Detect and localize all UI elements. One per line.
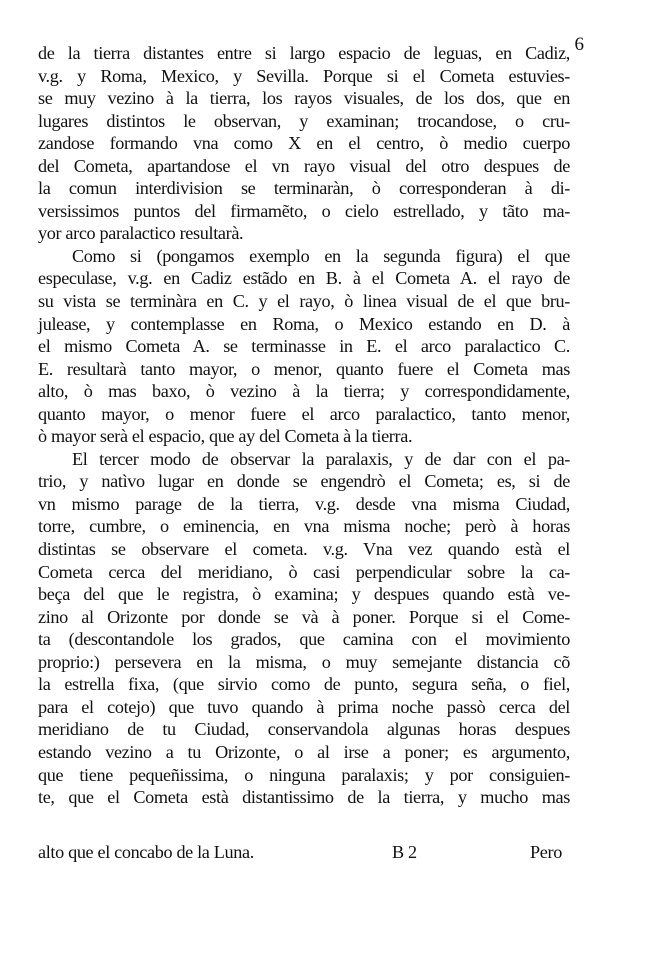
page-footer xyxy=(38,840,562,864)
text-line: alto, ò mas baxo, ò vezino à la tierra; y correspondidamente, xyxy=(38,381,570,402)
text-line: para el cotejo) que tuvo quando à prima noche passò cerca del xyxy=(38,696,570,717)
text-line: versissimos puntos del firmamẽto, o cielo estrellado, y tãto ma- xyxy=(38,200,570,221)
signature-mark: B 2 xyxy=(392,842,417,862)
text-line: distintas se observare el cometa. v.g. Vna vez quando està el xyxy=(38,539,570,560)
text-line: proprio:) persevera en la misma, o muy semejante distancia cõ xyxy=(38,651,570,672)
text-line: especulase, v.g. en Cadiz estãdo en B. à el Cometa A. el rayo de xyxy=(38,268,570,289)
text-line: de la tierra distantes entre si largo espacio de leguas, en Cadiz, xyxy=(38,43,570,63)
catchword: Pero xyxy=(530,842,562,862)
text-line: su vista se terminàra en C. y el rayo, ò linea visual de el que bru- xyxy=(38,291,570,312)
text-line: ò mayor serà el espacio, que ay del Cometa à la tierra. xyxy=(38,426,413,447)
text-line: Como si (pongamos exemplo en la segunda figura) el que xyxy=(72,245,570,266)
final-text-line: alto que el concabo de la Luna. xyxy=(38,842,254,862)
text-line: ta (descontandole los grados, que camina con el movimiento xyxy=(38,629,570,650)
text-line: el mismo Cometa A. se terminasse in E. el arco paralactico C. xyxy=(38,336,570,357)
text-line: julease, y contemplasse en Roma, o Mexico estando en D. à xyxy=(38,313,570,334)
text-line: zandose formando vna como X en el centro, ò medio cuerpo xyxy=(38,133,570,154)
text-line: lugares distintos le observan, y examinan; trocandose, o cru- xyxy=(38,110,570,131)
body-text xyxy=(38,42,570,809)
text-line: que tiene pequeñissima, o ninguna paralaxis; y por consiguien- xyxy=(38,764,570,785)
text-line: v.g. y Roma, Mexico, y Sevilla. Porque si el Cometa estuvies- xyxy=(38,65,570,86)
text-line: estando vezino a tu Orizonte, o al irse a poner; es argumento, xyxy=(38,741,570,762)
text-line: te, que el Cometa està distantissimo de la tierra, y mucho mas xyxy=(38,787,570,808)
text-line: zino al Orizonte por donde se và à poner. Porque si el Come- xyxy=(38,606,570,627)
text-line: se muy vezino à la tierra, los rayos visuales, de los dos, que en xyxy=(38,88,570,109)
text-line: El tercer modo de observar la paralaxis, y de dar con el pa- xyxy=(72,448,570,469)
text-line: vn mismo parage de la tierra, v.g. desde vna misma Ciudad, xyxy=(38,493,570,514)
text-line: la comun interdivision se terminaràn, ò corresponderan à di- xyxy=(38,178,570,199)
text-line: del Cometa, apartandose el vn rayo visual del otro despues de xyxy=(38,155,570,176)
text-line: trio, y natìvo lugar en donde se engendrò el Cometa; es, si de xyxy=(38,471,570,492)
text-line: torre, cumbre, o eminencia, en vna misma noche; però à horas xyxy=(38,516,570,537)
text-line: yor arco paralactico resultarà. xyxy=(38,223,244,244)
text-line: Cometa cerca del meridiano, ò casi perpendicular sobre la ca- xyxy=(38,561,570,582)
text-line: meridiano de tu Ciudad, conservandola algunas horas despues xyxy=(38,719,570,740)
text-line: E. resultarà tanto mayor, o menor, quanto fuere el Cometa mas xyxy=(38,358,570,379)
page-number: 6 xyxy=(574,34,584,55)
text-line: beça del que le registra, ò examina; y despues quando està ve- xyxy=(38,584,570,605)
text-line: quanto mayor, o menor fuere el arco paralactico, tanto menor, xyxy=(38,403,570,424)
text-line: la estrella fixa, (que sirvio como de punto, segura seña, o fiel, xyxy=(38,674,570,695)
